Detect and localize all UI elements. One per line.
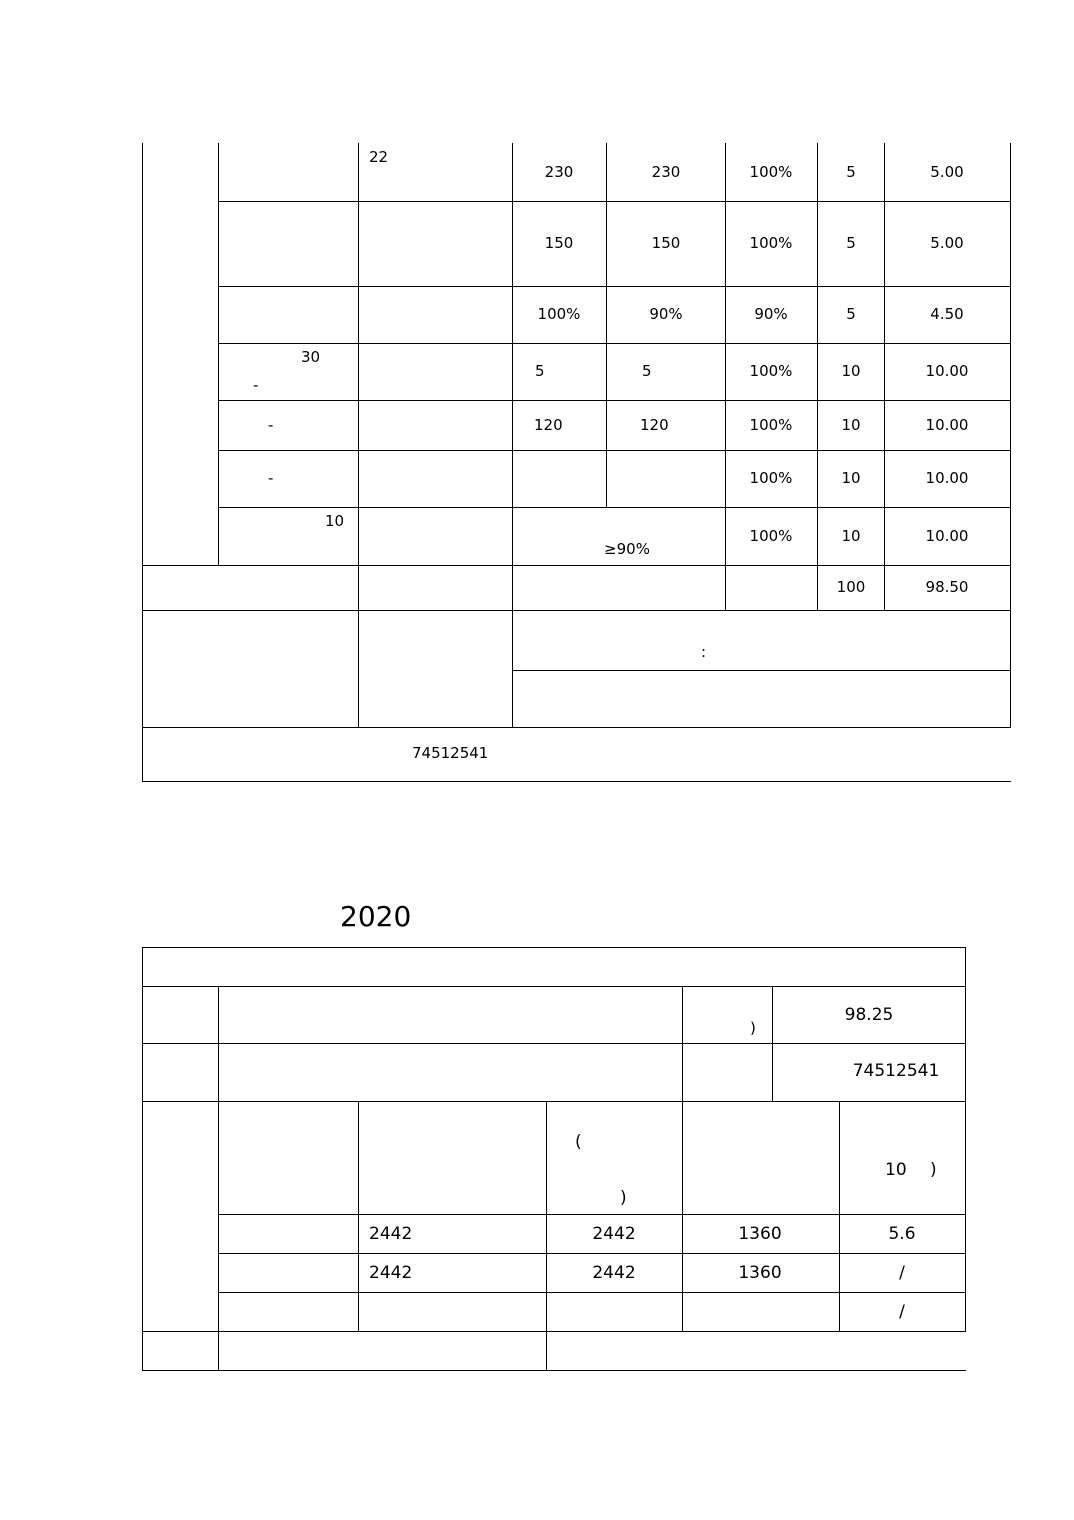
cell-score: 5.00 xyxy=(930,163,964,181)
cell-label-number: 30 xyxy=(301,348,321,366)
cell-merged-target: ≥90% xyxy=(604,540,650,558)
total-score: 98.50 xyxy=(925,578,969,596)
cell-label-dash: - xyxy=(253,376,259,394)
contact-phone: 74512541 xyxy=(852,1061,940,1081)
section-title: 2020 xyxy=(340,900,412,933)
cell-actual: 230 xyxy=(651,163,681,181)
cell-score: 10.00 xyxy=(925,527,969,545)
cell-note: 22 xyxy=(369,148,389,166)
cell-weight: 5 xyxy=(846,305,856,323)
cell-adjusted: 2442 xyxy=(592,1224,636,1244)
cell-weight: 5 xyxy=(846,163,856,181)
cell-actual: 5 xyxy=(642,362,652,380)
cell-weight: 10 xyxy=(841,469,861,487)
cell-target: 5 xyxy=(535,362,545,380)
header-open-paren: ( xyxy=(575,1132,582,1152)
cell-label-dash: - xyxy=(268,469,274,487)
cell-weight: 10 xyxy=(841,527,861,545)
header-ten-paren: ) xyxy=(930,1160,937,1180)
note-colon: : xyxy=(701,643,707,661)
contact-phone: 74512541 xyxy=(412,744,489,762)
cell-adjusted: 2442 xyxy=(592,1263,636,1283)
cell-actual: 120 xyxy=(640,416,669,434)
cell-executed: 1360 xyxy=(738,1224,782,1244)
cell-rate: 90% xyxy=(754,305,788,323)
cell-weight: 10 xyxy=(841,362,861,380)
score-paren: ) xyxy=(750,1019,756,1037)
cell-score: 5.00 xyxy=(930,234,964,252)
cell-score: 4.50 xyxy=(930,305,964,323)
cell-executed: 1360 xyxy=(738,1263,782,1283)
cell-target: 230 xyxy=(544,163,574,181)
cell-score: 10.00 xyxy=(925,362,969,380)
cell-weight: 5 xyxy=(846,234,856,252)
cell-rate: 100% xyxy=(749,527,793,545)
cell-budget: 2442 xyxy=(369,1263,413,1283)
header-close-paren: ) xyxy=(620,1188,627,1208)
cell-rate: 100% xyxy=(749,234,793,252)
header-ten: 10 xyxy=(885,1160,907,1180)
cell-score: 5.6 xyxy=(888,1224,916,1244)
cell-score: / xyxy=(899,1302,905,1322)
cell-target: 120 xyxy=(534,416,563,434)
cell-rate: 100% xyxy=(749,362,793,380)
cell-target: 150 xyxy=(544,234,574,252)
cell-actual: 90% xyxy=(649,305,683,323)
cell-rate: 100% xyxy=(749,416,793,434)
cell-target: 100% xyxy=(537,305,581,323)
cell-score: / xyxy=(899,1263,905,1283)
cell-label-dash: - xyxy=(268,416,274,434)
cell-actual: 150 xyxy=(651,234,681,252)
cell-weight: 10 xyxy=(841,416,861,434)
cell-label-number: 10 xyxy=(325,512,345,530)
cell-budget: 2442 xyxy=(369,1224,413,1244)
total-weight: 100 xyxy=(836,578,866,596)
cell-score: 10.00 xyxy=(925,469,969,487)
cell-score: 10.00 xyxy=(925,416,969,434)
cell-rate: 100% xyxy=(749,469,793,487)
cell-rate: 100% xyxy=(749,163,793,181)
overall-score: 98.25 xyxy=(844,1005,894,1025)
